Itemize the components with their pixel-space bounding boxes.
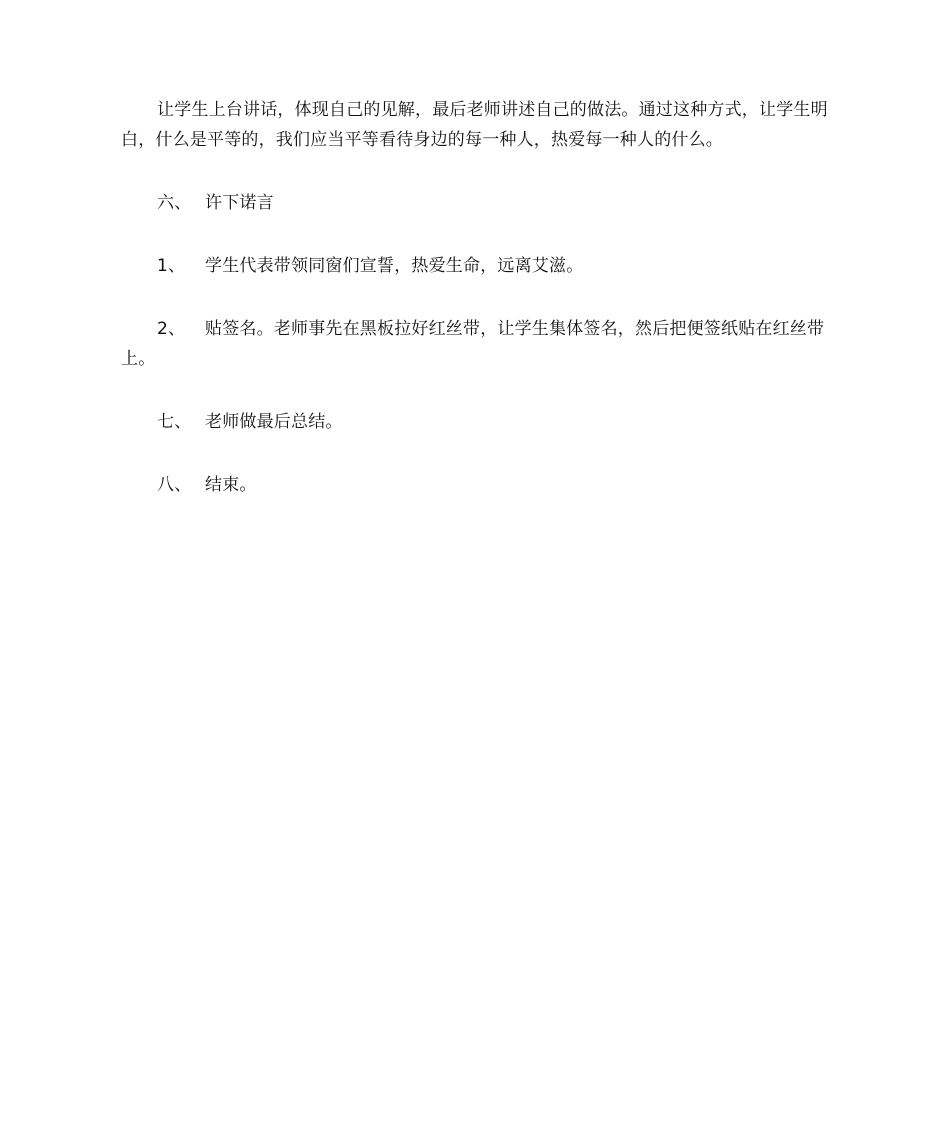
list-item-2	[121, 314, 833, 374]
item-number: 七、	[157, 412, 192, 432]
section-heading-seven	[121, 407, 833, 437]
section-heading-six	[121, 188, 833, 218]
item-text: 许下诺言	[205, 193, 274, 213]
item-number: 八、	[157, 475, 192, 495]
list-item-1	[121, 251, 833, 281]
section-heading-eight	[121, 470, 833, 500]
document-body	[121, 95, 833, 533]
item-text: 老师做最后总结。	[205, 412, 343, 432]
item-number: 2、	[157, 319, 186, 339]
intro-paragraph: 让学生上台讲话，体现自己的见解，最后老师讲述自己的做法。通过这种方式，让学生明白，什么是平等的，我们应当平等看待身边的每一种人，热爱每一种人的什么。	[121, 100, 828, 150]
item-text: 学生代表带领同窗们宣誓，热爱生命，远离艾滋。	[205, 256, 584, 276]
item-text: 结束。	[205, 475, 257, 495]
item-number: 1、	[157, 256, 186, 276]
item-number: 六、	[157, 193, 192, 213]
item-text: 贴签名。老师事先在黑板拉好红丝带，让学生集体签名，然后把便签纸贴在红丝带上。	[121, 319, 825, 369]
